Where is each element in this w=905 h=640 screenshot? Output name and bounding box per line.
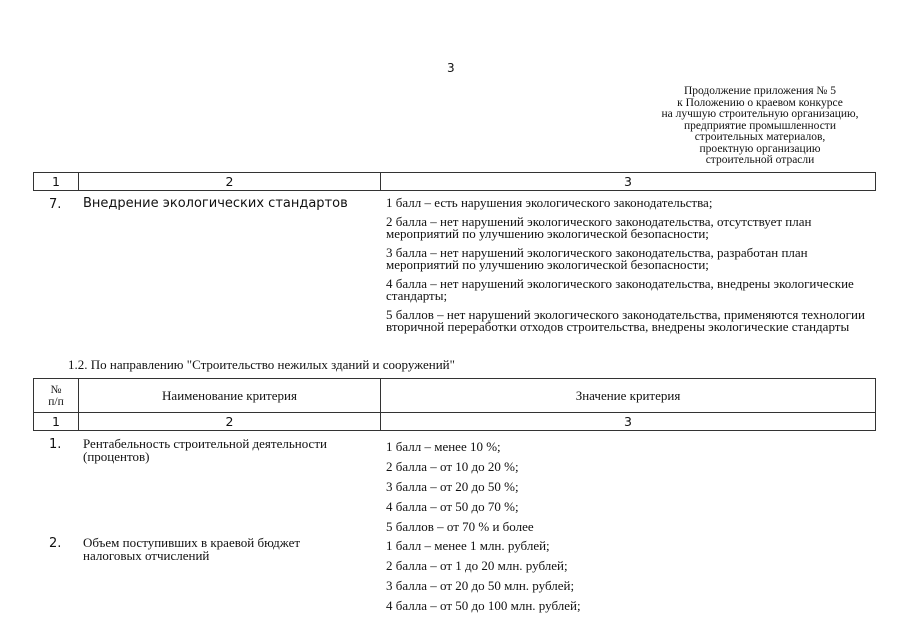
table2-column-number-row: [33, 412, 876, 431]
column-number: 1: [34, 413, 79, 430]
value-item: 3 балла – от 20 до 50 %;: [386, 479, 519, 494]
row-number: 7.: [49, 197, 62, 212]
criterion-name: Рентабельность строительной деятельности (процентов): [83, 436, 327, 464]
table1-column-number-row: [33, 172, 876, 191]
appendix-line: предприятие промышленности: [684, 119, 836, 132]
appendix-line: к Положению о краевом конкурсе: [677, 96, 843, 109]
header-criterion: Наименование критерия: [79, 379, 381, 412]
header-number-symbol: №: [50, 383, 62, 396]
column-number: 2: [79, 413, 381, 430]
table2-header-row: [33, 378, 876, 413]
value-item: 3 балла – от 20 до 50 млн. рублей;: [386, 578, 575, 593]
row-number: 2.: [49, 536, 62, 551]
value-item: 5 баллов – от 70 % и более: [386, 519, 534, 534]
criterion-values: [386, 536, 876, 616]
criterion-name: Объем поступивших в краевой бюджет налоговых отчислений: [83, 535, 301, 563]
value-item: 3 балла – нет нарушений экологического законодательства, разработан план мероприятий по улучшению экологической безопасности;: [386, 244, 808, 272]
appendix-line: строительной отрасли: [705, 154, 815, 166]
appendix-line: Продолжение приложения № 5: [683, 85, 837, 97]
appendix-line: строительных материалов,: [694, 131, 826, 143]
column-number: 3: [624, 174, 632, 189]
value-item: 1 балл – есть нарушения экологического законодательства;: [386, 195, 713, 210]
criterion-values: [386, 437, 876, 537]
header-number: [34, 379, 79, 412]
section-title: 1.2. По направлению "Строительство нежилых зданий и сооружений": [68, 357, 455, 372]
column-number: 2: [79, 173, 381, 190]
value-item: 2 балла – от 1 до 20 млн. рублей;: [386, 558, 568, 573]
column-number: 1: [34, 173, 79, 190]
value-item: 4 балла – нет нарушений экологического законодательства, внедрены экологические стандарты;: [386, 275, 854, 303]
appendix-line: проектную организацию: [699, 142, 821, 155]
value-item: 4 балла – от 50 до 70 %;: [386, 499, 519, 514]
value-item: 1 балл – менее 1 млн. рублей;: [386, 538, 550, 553]
value-item: 4 балла – от 50 до 100 млн. рублей;: [386, 598, 581, 613]
row-number: 1.: [49, 437, 62, 452]
header-value: Значение критерия: [575, 387, 681, 403]
value-item: 1 балл – менее 10 %;: [386, 439, 501, 454]
appendix-header: [640, 86, 880, 167]
criterion-values: [386, 197, 876, 334]
header-number-abbr: п/п: [48, 395, 64, 408]
page-number: 3: [447, 61, 455, 75]
criterion-name: Внедрение экологических стандартов: [83, 196, 348, 211]
value-item: 2 балла – от 10 до 20 %;: [386, 459, 519, 474]
value-item: 2 балла – нет нарушений экологического законодательства, отсутствует план мероприятий по улучшению экологической безопасности;: [386, 213, 812, 241]
appendix-line: на лучшую строительную организацию,: [661, 108, 859, 120]
column-number: 3: [624, 414, 632, 429]
value-item: 5 баллов – нет нарушений экологического законодательства, применяются технологии вторичной переработки отходов строительства, внедрены экологические стандарты: [386, 306, 865, 334]
